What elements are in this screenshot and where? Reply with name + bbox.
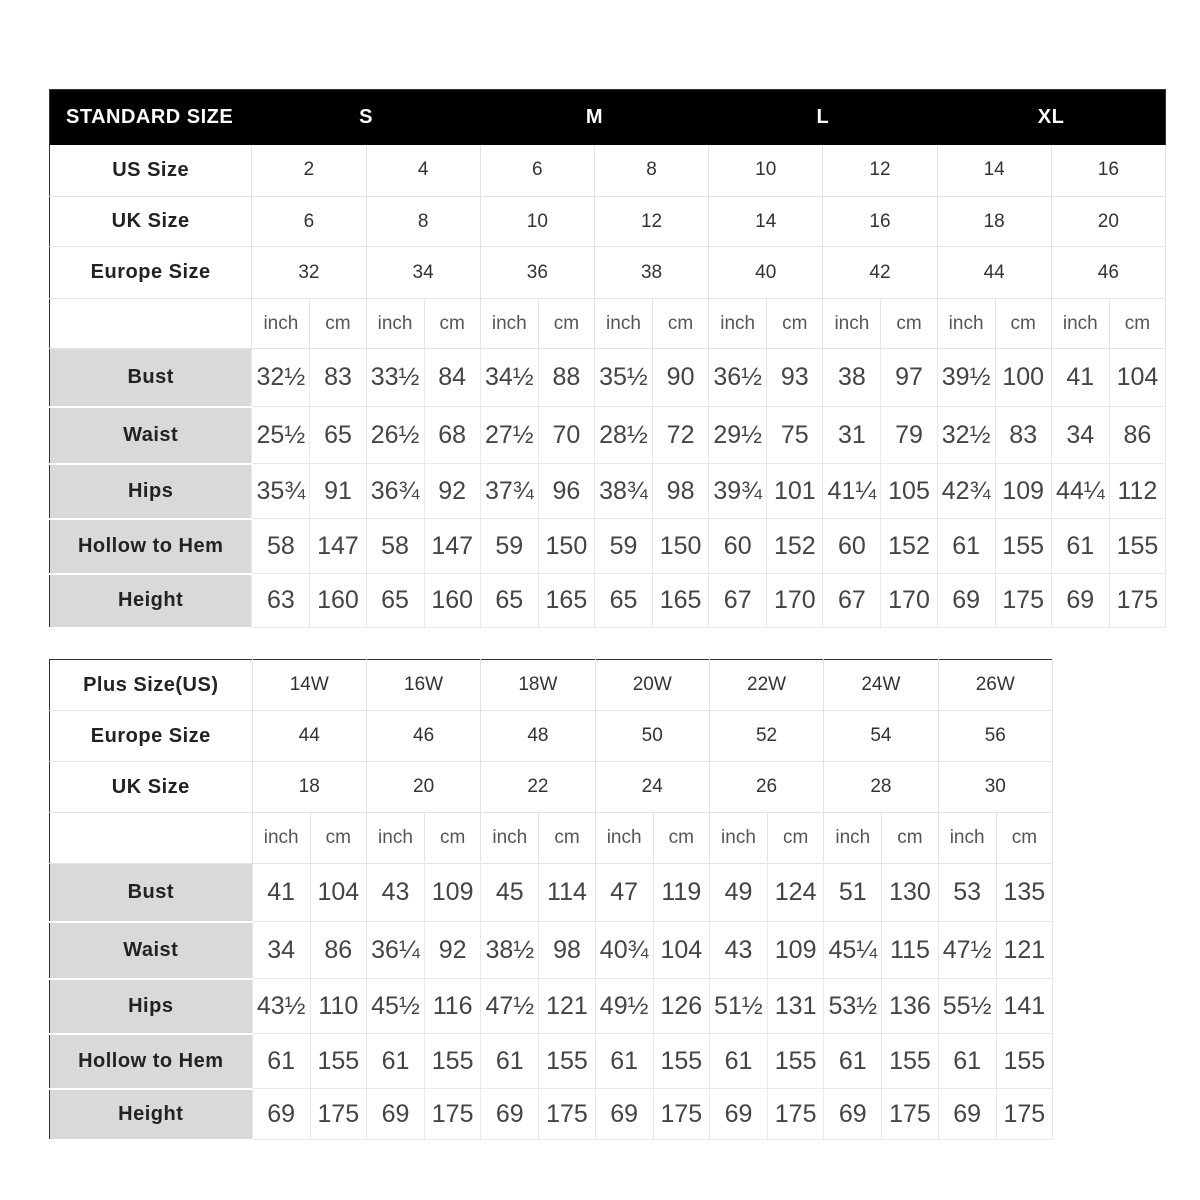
cm-value: 98 <box>653 464 709 519</box>
measurement-label: Hips <box>50 464 252 519</box>
unit-inch-label: inch <box>1051 299 1109 349</box>
size-cell: 14W <box>252 660 366 711</box>
inch-value: 37¾ <box>480 464 538 519</box>
hollow-to-hem-row <box>50 1034 1053 1089</box>
standard-size-table <box>49 89 1166 629</box>
unit-inch-label: inch <box>938 813 996 864</box>
size-cell: 20 <box>1051 197 1165 247</box>
uk-size-row <box>50 762 1053 813</box>
hollow-to-hem-row <box>50 519 1166 574</box>
inch-value: 34½ <box>480 349 538 407</box>
inch-value: 61 <box>938 1034 996 1089</box>
size-cell: 46 <box>1051 247 1165 299</box>
inch-value: 34 <box>252 922 310 979</box>
europe-size-row <box>50 247 1166 299</box>
inch-value: 41¼ <box>823 464 881 519</box>
inch-value: 63 <box>252 574 310 628</box>
plus-size-table <box>49 659 1053 1141</box>
cm-value: 86 <box>1109 407 1165 464</box>
inch-value: 33½ <box>366 349 424 407</box>
inch-value: 47½ <box>481 979 539 1034</box>
size-cell: 2 <box>252 145 366 197</box>
cm-value: 104 <box>653 922 709 979</box>
unit-inch-label: inch <box>481 813 539 864</box>
cm-value: 109 <box>425 864 481 922</box>
size-cell: 8 <box>366 197 480 247</box>
inch-value: 59 <box>594 519 652 574</box>
height-row <box>50 1089 1053 1140</box>
inch-value: 61 <box>366 1034 424 1089</box>
cm-value: 155 <box>882 1034 938 1089</box>
row-label: Plus Size(US) <box>50 660 253 711</box>
inch-value: 51½ <box>709 979 767 1034</box>
inch-value: 69 <box>938 1089 996 1140</box>
measurement-label: Hollow to Hem <box>50 519 252 574</box>
size-cell: 10 <box>480 197 594 247</box>
cm-value: 160 <box>310 574 366 628</box>
size-cell: 18W <box>481 660 595 711</box>
uk-size-row <box>50 197 1166 247</box>
size-cell: 38 <box>594 247 708 299</box>
inch-value: 43 <box>366 864 424 922</box>
row-label: US Size <box>50 145 252 197</box>
inch-value: 42¾ <box>937 464 995 519</box>
cm-value: 175 <box>653 1089 709 1140</box>
cm-value: 155 <box>310 1034 366 1089</box>
size-cell: 54 <box>824 711 938 762</box>
cm-value: 72 <box>653 407 709 464</box>
cm-value: 160 <box>424 574 480 628</box>
cm-value: 84 <box>424 349 480 407</box>
unit-cm-label: cm <box>881 299 937 349</box>
inch-value: 55½ <box>938 979 996 1034</box>
inch-value: 45¼ <box>824 922 882 979</box>
cm-value: 65 <box>310 407 366 464</box>
size-cell: 16W <box>366 660 480 711</box>
inch-value: 32½ <box>252 349 310 407</box>
inch-value: 61 <box>824 1034 882 1089</box>
inch-value: 29½ <box>709 407 767 464</box>
unit-inch-label: inch <box>594 299 652 349</box>
size-cell: 40 <box>709 247 823 299</box>
inch-value: 35¾ <box>252 464 310 519</box>
inch-value: 69 <box>595 1089 653 1140</box>
cm-value: 155 <box>425 1034 481 1089</box>
inch-value: 34 <box>1051 407 1109 464</box>
unit-cm-label: cm <box>310 813 366 864</box>
unit-inch-label: inch <box>709 813 767 864</box>
unit-cm-label: cm <box>1109 299 1165 349</box>
inch-value: 53½ <box>824 979 882 1034</box>
inch-value: 32½ <box>937 407 995 464</box>
size-cell: 18 <box>252 762 366 813</box>
unit-cm-label: cm <box>995 299 1051 349</box>
cm-value: 155 <box>1109 519 1165 574</box>
cm-value: 70 <box>538 407 594 464</box>
inch-value: 26½ <box>366 407 424 464</box>
inch-value: 65 <box>594 574 652 628</box>
inch-value: 61 <box>252 1034 310 1089</box>
inch-value: 65 <box>366 574 424 628</box>
inch-value: 36½ <box>709 349 767 407</box>
unit-row-blank <box>50 299 252 349</box>
inch-value: 60 <box>709 519 767 574</box>
unit-inch-label: inch <box>480 299 538 349</box>
inch-value: 61 <box>709 1034 767 1089</box>
size-cell: 28 <box>824 762 938 813</box>
size-cell: 8 <box>594 145 708 197</box>
size-cell: 18 <box>937 197 1051 247</box>
measurement-label: Waist <box>50 922 253 979</box>
standard-header-row <box>50 90 1166 145</box>
inch-value: 39½ <box>937 349 995 407</box>
unit-inch-label: inch <box>823 299 881 349</box>
size-cell: 48 <box>481 711 595 762</box>
unit-cm-label: cm <box>653 813 709 864</box>
cm-value: 124 <box>768 864 824 922</box>
inch-value: 40¾ <box>595 922 653 979</box>
inch-value: 61 <box>937 519 995 574</box>
row-label: Europe Size <box>50 711 253 762</box>
size-cell: 10 <box>709 145 823 197</box>
cm-value: 90 <box>653 349 709 407</box>
inch-value: 49 <box>709 864 767 922</box>
cm-value: 175 <box>539 1089 595 1140</box>
cm-value: 150 <box>653 519 709 574</box>
inch-value: 69 <box>481 1089 539 1140</box>
cm-value: 98 <box>539 922 595 979</box>
size-cell: 14 <box>937 145 1051 197</box>
size-cell: 4 <box>366 145 480 197</box>
size-cell: 32 <box>252 247 366 299</box>
cm-value: 170 <box>767 574 823 628</box>
inch-value: 60 <box>823 519 881 574</box>
cm-value: 119 <box>653 864 709 922</box>
cm-value: 92 <box>425 922 481 979</box>
inch-value: 25½ <box>252 407 310 464</box>
unit-cm-label: cm <box>882 813 938 864</box>
inch-value: 65 <box>480 574 538 628</box>
size-group-s: S <box>252 90 480 145</box>
inch-value: 58 <box>366 519 424 574</box>
unit-cm-label: cm <box>767 299 823 349</box>
row-label: UK Size <box>50 762 253 813</box>
size-group-l: L <box>709 90 937 145</box>
cm-value: 104 <box>1109 349 1165 407</box>
size-group-xl: XL <box>937 90 1165 145</box>
cm-value: 101 <box>767 464 823 519</box>
cm-value: 104 <box>310 864 366 922</box>
inch-value: 28½ <box>594 407 652 464</box>
cm-value: 121 <box>996 922 1052 979</box>
cm-value: 105 <box>881 464 937 519</box>
cm-value: 155 <box>539 1034 595 1089</box>
cm-value: 97 <box>881 349 937 407</box>
unit-inch-label: inch <box>252 299 310 349</box>
inch-value: 69 <box>252 1089 310 1140</box>
cm-value: 141 <box>996 979 1052 1034</box>
inch-value: 59 <box>480 519 538 574</box>
bust-row <box>50 349 1166 407</box>
cm-value: 155 <box>768 1034 824 1089</box>
unit-inch-label: inch <box>366 299 424 349</box>
inch-value: 45 <box>481 864 539 922</box>
inch-value: 69 <box>824 1089 882 1140</box>
cm-value: 110 <box>310 979 366 1034</box>
size-cell: 30 <box>938 762 1052 813</box>
cm-value: 170 <box>881 574 937 628</box>
europe-size-row <box>50 711 1053 762</box>
plus-size-us-row <box>50 660 1053 711</box>
size-cell: 46 <box>366 711 480 762</box>
unit-inch-label: inch <box>709 299 767 349</box>
inch-value: 58 <box>252 519 310 574</box>
cm-value: 91 <box>310 464 366 519</box>
cm-value: 175 <box>310 1089 366 1140</box>
size-cell: 6 <box>480 145 594 197</box>
cm-value: 155 <box>653 1034 709 1089</box>
cm-value: 83 <box>995 407 1051 464</box>
cm-value: 147 <box>424 519 480 574</box>
cm-value: 109 <box>768 922 824 979</box>
cm-value: 68 <box>424 407 480 464</box>
size-cell: 16 <box>823 197 937 247</box>
cm-value: 152 <box>767 519 823 574</box>
unit-inch-label: inch <box>366 813 424 864</box>
size-cell: 34 <box>366 247 480 299</box>
unit-row <box>50 299 1166 349</box>
cm-value: 114 <box>539 864 595 922</box>
cm-value: 83 <box>310 349 366 407</box>
measurement-label: Hips <box>50 979 253 1034</box>
unit-cm-label: cm <box>425 813 481 864</box>
cm-value: 115 <box>882 922 938 979</box>
cm-value: 175 <box>882 1089 938 1140</box>
cm-value: 155 <box>996 1034 1052 1089</box>
inch-value: 49½ <box>595 979 653 1034</box>
inch-value: 39¾ <box>709 464 767 519</box>
inch-value: 38 <box>823 349 881 407</box>
cm-value: 175 <box>1109 574 1165 628</box>
hips-row <box>50 979 1053 1034</box>
cm-value: 92 <box>424 464 480 519</box>
inch-value: 53 <box>938 864 996 922</box>
size-cell: 12 <box>823 145 937 197</box>
inch-value: 69 <box>1051 574 1109 628</box>
waist-row <box>50 922 1053 979</box>
us-size-row <box>50 145 1166 197</box>
size-cell: 42 <box>823 247 937 299</box>
inch-value: 51 <box>824 864 882 922</box>
unit-cm-label: cm <box>768 813 824 864</box>
row-label: Europe Size <box>50 247 252 299</box>
inch-value: 43½ <box>252 979 310 1034</box>
inch-value: 38½ <box>481 922 539 979</box>
size-cell: 56 <box>938 711 1052 762</box>
size-cell: 52 <box>709 711 823 762</box>
inch-value: 67 <box>823 574 881 628</box>
cm-value: 135 <box>996 864 1052 922</box>
cm-value: 88 <box>538 349 594 407</box>
cm-value: 131 <box>768 979 824 1034</box>
cm-value: 93 <box>767 349 823 407</box>
size-cell: 36 <box>480 247 594 299</box>
cm-value: 152 <box>881 519 937 574</box>
measurement-label: Height <box>50 1089 253 1140</box>
inch-value: 45½ <box>366 979 424 1034</box>
waist-row <box>50 407 1166 464</box>
cm-value: 175 <box>768 1089 824 1140</box>
size-cell: 24W <box>824 660 938 711</box>
inch-value: 47½ <box>938 922 996 979</box>
inch-value: 61 <box>595 1034 653 1089</box>
inch-value: 38¾ <box>594 464 652 519</box>
cm-value: 121 <box>539 979 595 1034</box>
unit-inch-label: inch <box>937 299 995 349</box>
size-cell: 44 <box>937 247 1051 299</box>
cm-value: 136 <box>882 979 938 1034</box>
cm-value: 165 <box>538 574 594 628</box>
cm-value: 150 <box>538 519 594 574</box>
size-cell: 50 <box>595 711 709 762</box>
inch-value: 61 <box>481 1034 539 1089</box>
inch-value: 69 <box>937 574 995 628</box>
inch-value: 36¾ <box>366 464 424 519</box>
cm-value: 155 <box>995 519 1051 574</box>
measurement-label: Height <box>50 574 252 628</box>
inch-value: 61 <box>1051 519 1109 574</box>
measurement-label: Bust <box>50 864 253 922</box>
cm-value: 175 <box>425 1089 481 1140</box>
cm-value: 147 <box>310 519 366 574</box>
inch-value: 35½ <box>594 349 652 407</box>
size-cell: 26W <box>938 660 1052 711</box>
cm-value: 100 <box>995 349 1051 407</box>
row-label: UK Size <box>50 197 252 247</box>
cm-value: 86 <box>310 922 366 979</box>
size-cell: 20W <box>595 660 709 711</box>
unit-row-blank <box>50 813 253 864</box>
unit-inch-label: inch <box>252 813 310 864</box>
inch-value: 69 <box>366 1089 424 1140</box>
unit-cm-label: cm <box>538 299 594 349</box>
size-cell: 22W <box>709 660 823 711</box>
height-row <box>50 574 1166 628</box>
cm-value: 109 <box>995 464 1051 519</box>
inch-value: 41 <box>1051 349 1109 407</box>
unit-cm-label: cm <box>653 299 709 349</box>
unit-cm-label: cm <box>539 813 595 864</box>
size-group-m: M <box>480 90 708 145</box>
cm-value: 130 <box>882 864 938 922</box>
inch-value: 43 <box>709 922 767 979</box>
size-cell: 26 <box>709 762 823 813</box>
size-cell: 20 <box>366 762 480 813</box>
size-cell: 16 <box>1051 145 1165 197</box>
cm-value: 75 <box>767 407 823 464</box>
unit-cm-label: cm <box>996 813 1052 864</box>
measurement-label: Waist <box>50 407 252 464</box>
cm-value: 96 <box>538 464 594 519</box>
cm-value: 116 <box>425 979 481 1034</box>
standard-size-title: STANDARD SIZE <box>50 90 252 145</box>
hips-row <box>50 464 1166 519</box>
size-cell: 24 <box>595 762 709 813</box>
unit-cm-label: cm <box>310 299 366 349</box>
inch-value: 36¼ <box>366 922 424 979</box>
size-cell: 12 <box>594 197 708 247</box>
measurement-label: Bust <box>50 349 252 407</box>
unit-inch-label: inch <box>595 813 653 864</box>
cm-value: 112 <box>1109 464 1165 519</box>
inch-value: 44¼ <box>1051 464 1109 519</box>
inch-value: 41 <box>252 864 310 922</box>
size-cell: 6 <box>252 197 366 247</box>
cm-value: 126 <box>653 979 709 1034</box>
inch-value: 67 <box>709 574 767 628</box>
inch-value: 47 <box>595 864 653 922</box>
measurement-label: Hollow to Hem <box>50 1034 253 1089</box>
cm-value: 175 <box>996 1089 1052 1140</box>
bust-row <box>50 864 1053 922</box>
size-cell: 44 <box>252 711 366 762</box>
inch-value: 69 <box>709 1089 767 1140</box>
cm-value: 79 <box>881 407 937 464</box>
cm-value: 175 <box>995 574 1051 628</box>
size-cell: 14 <box>709 197 823 247</box>
inch-value: 31 <box>823 407 881 464</box>
unit-inch-label: inch <box>824 813 882 864</box>
unit-cm-label: cm <box>424 299 480 349</box>
cm-value: 165 <box>653 574 709 628</box>
size-cell: 22 <box>481 762 595 813</box>
inch-value: 27½ <box>480 407 538 464</box>
unit-row <box>50 813 1053 864</box>
